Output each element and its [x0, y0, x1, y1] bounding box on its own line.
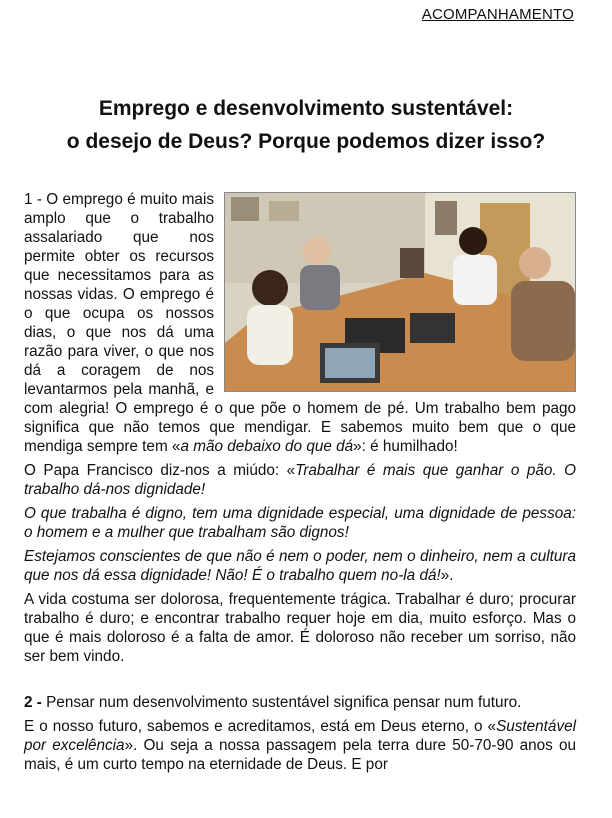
paragraph-2: O Papa Francisco diz-nos a miúdo: «Trabalhar é mais que ganhar o pão. O trabalho dá-nos dignidade!: [24, 462, 577, 498]
article-body: [24, 190, 576, 779]
paragraph-1: 1 - O emprego é muito mais amplo que o trabalho assalariado que nos permite obter os recursos que necessitamos para as nossas vidas. O emprego é o que ocupa os nossos dias, o que nos dá uma razão para viver, o que nos dá a coragem de nos levantarmos pela manhã, e com alegria! O emprego é o que põe o homem de pé. Um trabalho bem pago significa que não temos que mendigar. E sabemos muito bem que o que mendiga sempre tem «a mão debaixo do que dá»: é humilhado!: [24, 191, 576, 455]
paragraph-3: O que trabalha é digno, tem uma dignidade especial, uma dignidade de pessoa: o homem e a mulher que trabalham são dignos!: [24, 505, 576, 541]
section-tag: ACOMPANHAMENTO: [421, 6, 574, 23]
meeting-photo: [224, 192, 576, 392]
paragraph-6: 2 - Pensar num desenvolvimento sustentável significa pensar num futuro.: [24, 694, 522, 711]
paragraph-5: A vida costuma ser dolorosa, frequentemente trágica. Trabalhar é duro; procurar trabalho é duro; e encontrar trabalho requer hoje em dia, muito esforço. Mas o que é mais doloroso é a falta de amor. É doloroso não receber um sorriso, não ser bem vindo.: [24, 591, 576, 665]
paragraph-7: E o nosso futuro, sabemos e acreditamos, está em Deus eterno, o «Sustentável por excelência». Ou seja a nossa passagem pela terra dure 50-70-90 anos ou mais, é um curto tempo na eternidade de Deus. E por: [24, 718, 576, 773]
title-line-1: Emprego e desenvolvimento sustentável:: [98, 97, 514, 120]
title-line-2: o desejo de Deus? Porque podemos dizer isso?: [66, 130, 546, 153]
paragraph-4: Estejamos conscientes de que não é nem o poder, nem o dinheiro, nem a cultura que nos dá essa dignidade! Não! É o trabalho quem no-la dá!».: [24, 548, 576, 584]
meeting-photo-illustration: [225, 193, 575, 391]
article-title: [0, 92, 612, 158]
